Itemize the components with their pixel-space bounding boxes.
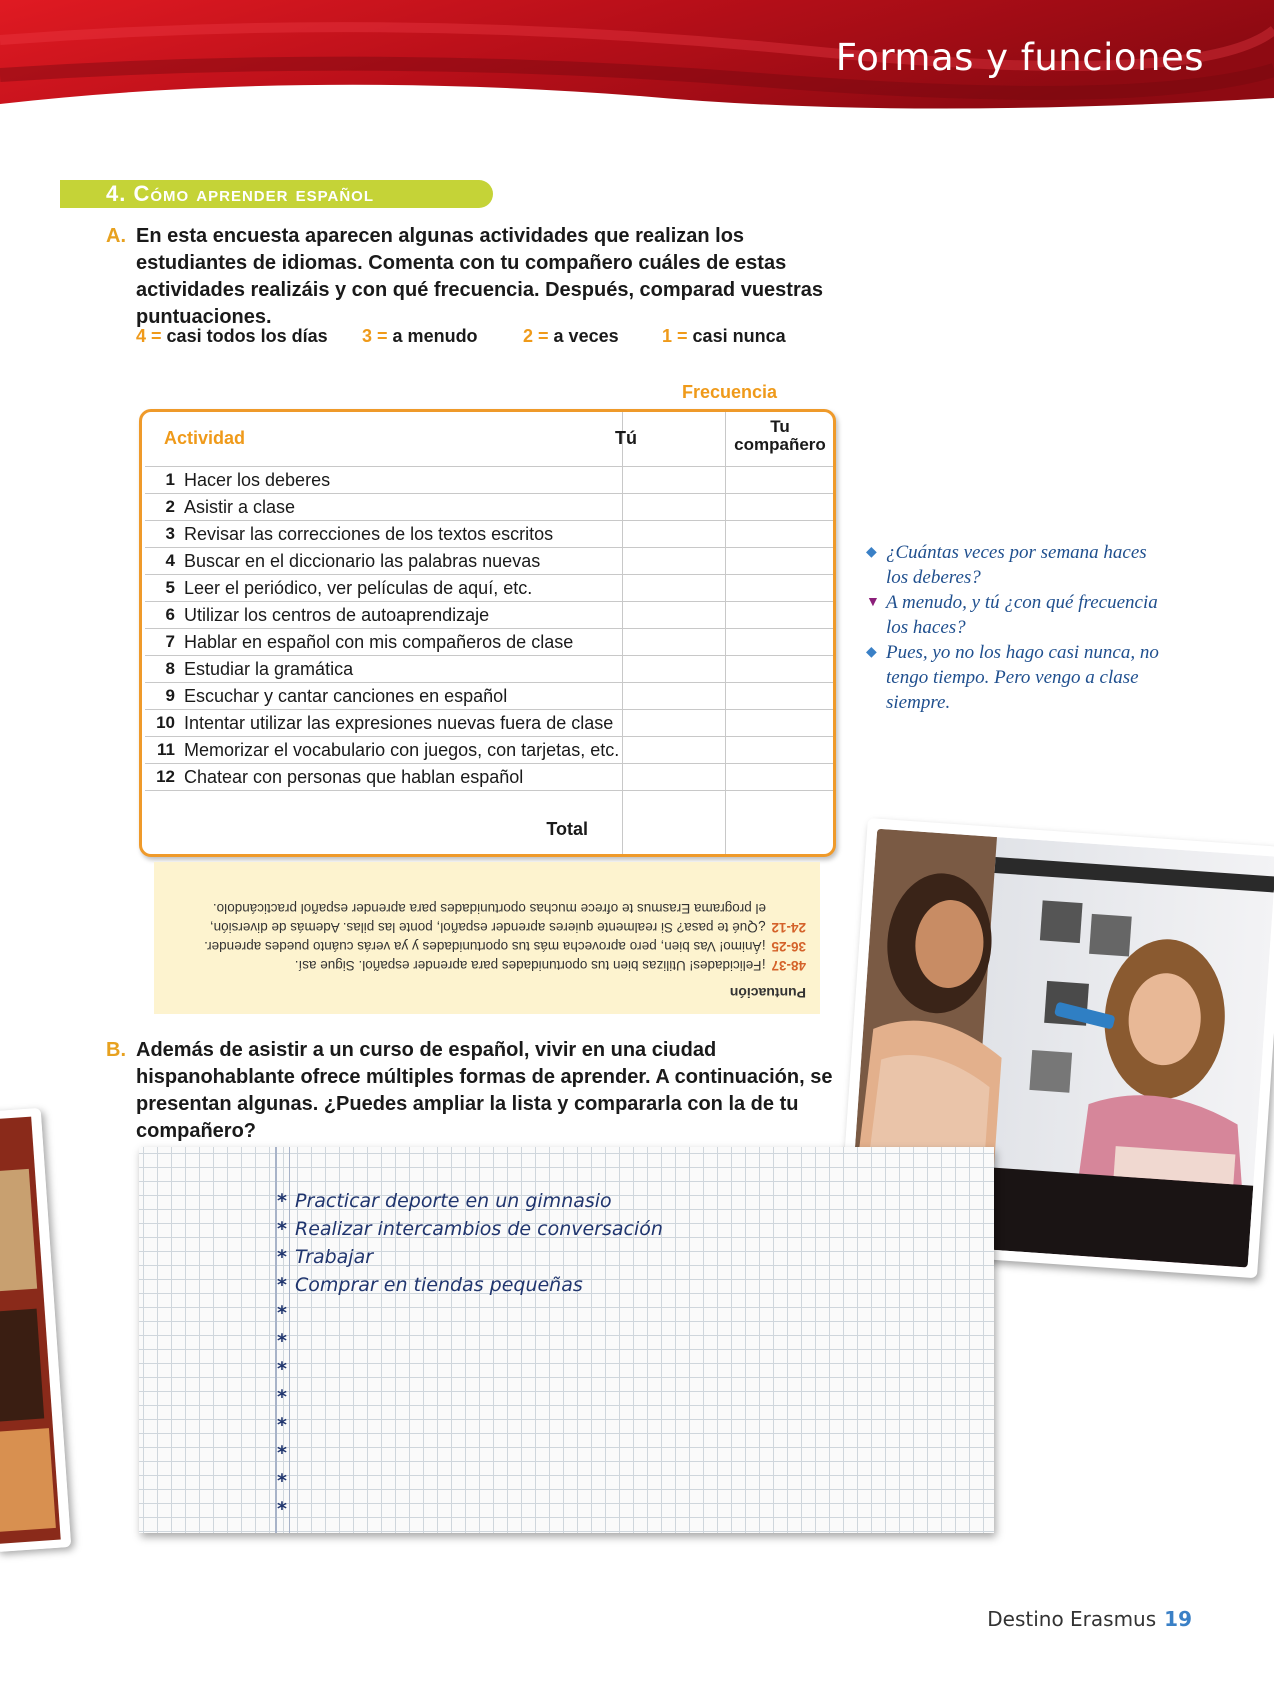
table-row: 7 Hablar en español con mis compañeros de clase bbox=[145, 628, 833, 655]
list-item: * Comprar en tiendas pequeñas bbox=[277, 1274, 583, 1296]
score-line: 36-25¡Ánimo! Vas bien, pero aprovecha más tus oportunidades y ya verás cuánto puedes aprender. bbox=[204, 939, 806, 954]
list-item: * bbox=[277, 1442, 287, 1464]
table-row: 5 Leer el periódico, ver películas de aquí, etc. bbox=[145, 574, 833, 601]
part-b-instructions bbox=[106, 1037, 866, 1145]
dialogue-line: ◆ Pues, yo no los hago casi nunca, no tengo tiempo. Pero vengo a clase siempre. bbox=[866, 642, 1159, 713]
list-item: * Practicar deporte en un gimnasio bbox=[277, 1190, 612, 1212]
list-item: * bbox=[277, 1414, 287, 1436]
sample-dialogue bbox=[866, 540, 1166, 715]
part-a-instructions bbox=[106, 223, 846, 331]
section-title: 4. Cómo aprender español bbox=[106, 181, 374, 206]
table-row: 2 Asistir a clase bbox=[145, 493, 833, 520]
table-row: 9 Escuchar y cantar canciones en español bbox=[145, 682, 833, 709]
list-item: * Realizar intercambios de conversación bbox=[277, 1218, 663, 1240]
page-footer bbox=[987, 1607, 1192, 1631]
section-heading-bar bbox=[60, 180, 493, 208]
page-number: 19 bbox=[1164, 1607, 1192, 1631]
partner-column-header: Tu compañero bbox=[734, 417, 826, 454]
survey-table bbox=[139, 409, 836, 857]
notebook-list bbox=[139, 1147, 994, 1533]
score-line: el programa Erasmus te ofrece muchas oportunidades para aprender español practicándolo. bbox=[212, 901, 766, 916]
page-header-title: Formas y funciones bbox=[835, 36, 1204, 79]
scale-item-1: 1 = casi nunca bbox=[662, 326, 786, 346]
dialogue-line: ◆ ¿Cuántas veces por semana haces los deberes? bbox=[866, 542, 1147, 588]
handwritten-list bbox=[277, 1187, 663, 1523]
list-item: * bbox=[277, 1330, 287, 1352]
scale-item-2: 2 = a veces bbox=[523, 326, 619, 346]
left-photo-illustration bbox=[0, 1108, 71, 1552]
table-row: 6 Utilizar los centros de autoaprendizaje bbox=[145, 601, 833, 628]
scoring-title: Puntuación bbox=[729, 985, 806, 1001]
book-title: Destino Erasmus bbox=[987, 1607, 1157, 1631]
total-label: Total bbox=[546, 819, 588, 839]
table-row: 12 Chatear con personas que hablan español bbox=[145, 763, 833, 790]
table-row: 11 Memorizar el vocabulario con juegos, con tarjetas, etc. bbox=[145, 736, 833, 763]
scale-item-3: 3 = a menudo bbox=[362, 326, 478, 346]
diamond-icon: ◆ bbox=[866, 545, 877, 560]
score-line: 24-12¿Qué te pasa? Si realmente quieres aprender español, ponte las pilas. Además de diversión, bbox=[209, 920, 806, 935]
list-item: * bbox=[277, 1302, 287, 1324]
table-row: 8 Estudiar la gramática bbox=[145, 655, 833, 682]
score-line: 48-37¡Felicidades! Utilizas bien tus oportunidades para aprender español. Sigue así. bbox=[294, 958, 806, 973]
part-b-text: Además de asistir a un curso de español, vivir en una ciudad hispanohablante ofrece múltiples formas de aprender. A continuación, se presentan algunas. ¿Puedes ampliar la lista y compararla con la de tu compañero? bbox=[136, 1039, 833, 1142]
total-row bbox=[145, 790, 833, 852]
part-b-letter: B. bbox=[106, 1039, 126, 1061]
frequency-header: Frecuencia bbox=[682, 382, 778, 402]
scale-item-4: 4 = casi todos los días bbox=[136, 326, 328, 346]
list-item: * bbox=[277, 1386, 287, 1408]
activity-column-header: Actividad bbox=[164, 428, 246, 448]
you-column-header: Tú bbox=[615, 428, 637, 448]
list-item: * bbox=[277, 1498, 287, 1520]
table-row: 1 Hacer los deberes bbox=[145, 466, 833, 493]
list-item: * Trabajar bbox=[277, 1246, 374, 1268]
table-row: 10 Intentar utilizar las expresiones nuevas fuera de clase bbox=[145, 709, 833, 736]
list-item: * bbox=[277, 1470, 287, 1492]
scoring-key bbox=[154, 862, 820, 1014]
part-a-text: En esta encuesta aparecen algunas actividades que realizan los estudiantes de idiomas. Comenta con tu compañero cuáles de estas actividades realizáis y con qué frecuencia. Después, comparad vuestras puntuaciones. bbox=[136, 225, 823, 328]
diamond-icon: ◆ bbox=[866, 645, 877, 660]
triangle-down-icon: ▼ bbox=[866, 595, 880, 610]
table-row: 4 Buscar en el diccionario las palabras nuevas bbox=[145, 547, 833, 574]
list-item: * bbox=[277, 1358, 287, 1380]
dialogue-line: ▼ A menudo, y tú ¿con qué frecuencia los haces? bbox=[866, 592, 1158, 638]
table-row: 3 Revisar las correcciones de los textos escritos bbox=[145, 520, 833, 547]
header-banner bbox=[0, 0, 1274, 120]
part-a-letter: A. bbox=[106, 225, 126, 247]
activity-rows bbox=[145, 466, 833, 790]
left-edge-photo bbox=[0, 1108, 71, 1552]
